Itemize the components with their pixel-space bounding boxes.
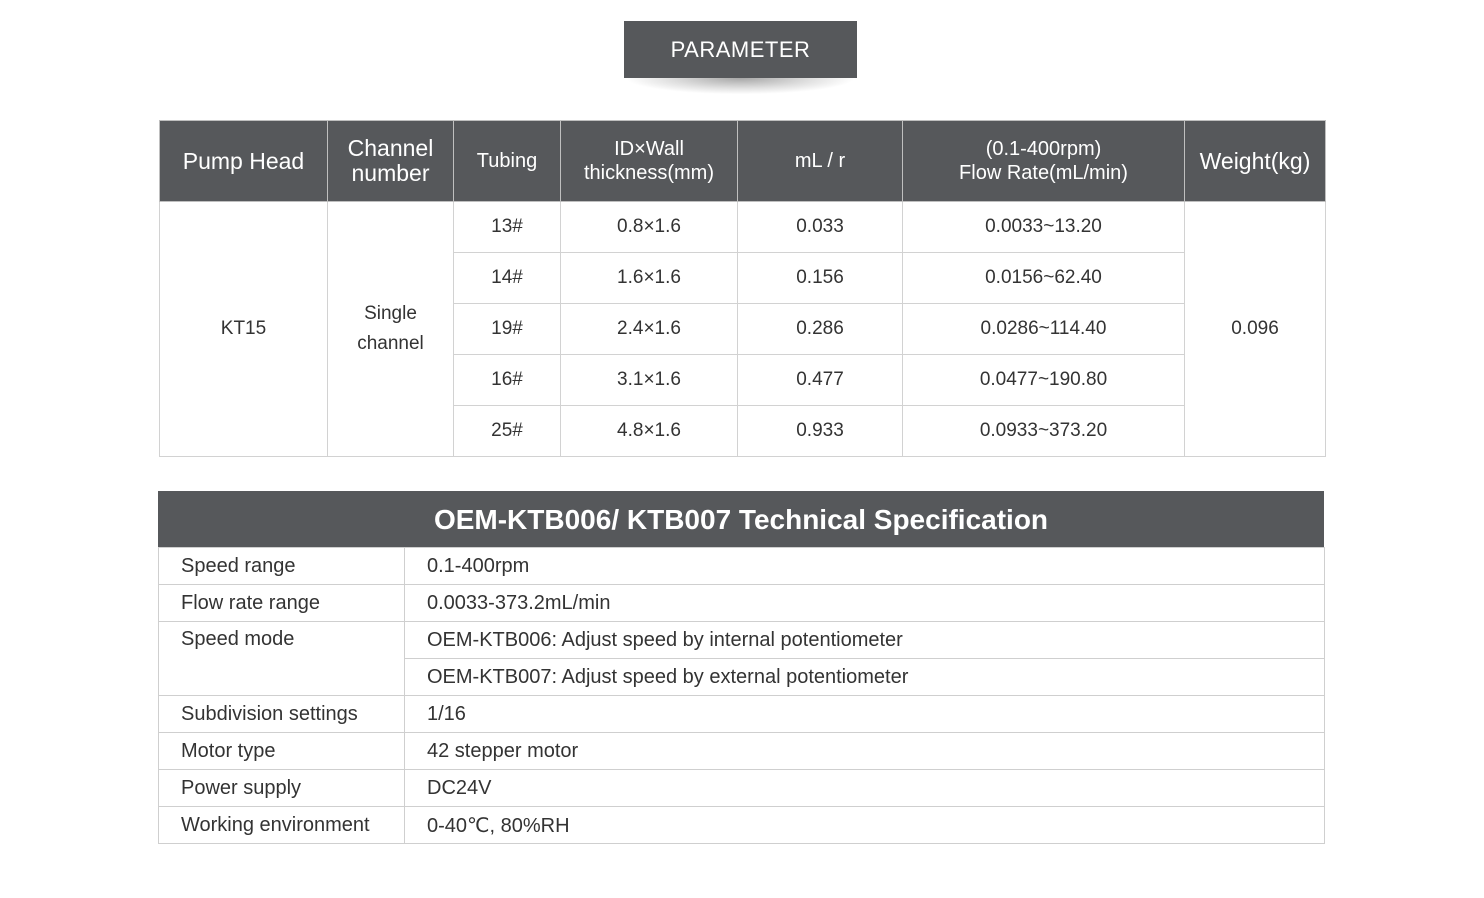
channel-cell: [328, 202, 454, 457]
spec-value: OEM-KTB006: Adjust speed by internal potentiometer: [405, 622, 1325, 659]
pump-head-cell: KT15: [160, 202, 328, 457]
ml-r-cell: 0.033: [738, 202, 903, 253]
header-id-wall: [561, 121, 738, 202]
spec-label: Power supply: [159, 770, 405, 807]
flow-cell: 0.0286~114.40: [903, 304, 1185, 355]
id-wall-cell: 3.1×1.6: [561, 355, 738, 406]
channel-line1: Single: [364, 303, 417, 324]
ml-r-cell: 0.477: [738, 355, 903, 406]
spec-row-subdivision: [159, 696, 1325, 733]
id-wall-cell: 4.8×1.6: [561, 406, 738, 457]
header-channel-number: [328, 121, 454, 202]
ml-r-cell: 0.286: [738, 304, 903, 355]
spec-row-speed-mode: [159, 622, 1325, 659]
tubing-cell: 13#: [454, 202, 561, 253]
spec-row-speed-range: [159, 548, 1325, 585]
header-ml-per-rev: mL / r: [738, 121, 903, 202]
flow-cell: 0.0033~13.20: [903, 202, 1185, 253]
ml-r-cell: 0.933: [738, 406, 903, 457]
spec-label: Speed range: [159, 548, 405, 585]
flow-cell: 0.0933~373.20: [903, 406, 1185, 457]
flow-cell: 0.0477~190.80: [903, 355, 1185, 406]
table-row: [160, 202, 1326, 253]
tubing-cell: 14#: [454, 253, 561, 304]
spec-value: OEM-KTB007: Adjust speed by external potentiometer: [405, 659, 1325, 696]
spec-value: 1/16: [405, 696, 1325, 733]
parameter-table: [159, 120, 1326, 457]
ml-r-cell: 0.156: [738, 253, 903, 304]
spec-row-motor-type: [159, 733, 1325, 770]
header-id-line2: thickness(mm): [583, 162, 714, 184]
parameter-badge: PARAMETER: [624, 21, 857, 78]
spec-label: Subdivision settings: [159, 696, 405, 733]
spec-row-environment: [159, 807, 1325, 844]
spec-table: [158, 547, 1325, 844]
header-flow-line2: Flow Rate(mL/min): [959, 162, 1128, 184]
id-wall-cell: 1.6×1.6: [561, 253, 738, 304]
tubing-cell: 16#: [454, 355, 561, 406]
weight-cell: 0.096: [1185, 202, 1326, 457]
id-wall-cell: 0.8×1.6: [561, 202, 738, 253]
spec-label: Motor type: [159, 733, 405, 770]
header-id-line1: ID×Wall: [614, 138, 684, 160]
tubing-cell: 19#: [454, 304, 561, 355]
spec-label: Speed mode: [159, 622, 405, 696]
spec-label: Flow rate range: [159, 585, 405, 622]
id-wall-cell: 2.4×1.6: [561, 304, 738, 355]
header-tubing: Tubing: [454, 121, 561, 202]
header-channel-line1: Channel: [347, 135, 434, 161]
parameter-header-row: [160, 121, 1326, 202]
spec-value: 0-40℃, 80%RH: [405, 807, 1325, 844]
spec-row-flow-rate: [159, 585, 1325, 622]
spec-value: 0.0033-373.2mL/min: [405, 585, 1325, 622]
spec-label: Working environment: [159, 807, 405, 844]
header-flow-line1: (0.1-400rpm): [985, 138, 1102, 160]
spec-section: [158, 491, 1324, 844]
spec-value: 0.1-400rpm: [405, 548, 1325, 585]
flow-cell: 0.0156~62.40: [903, 253, 1185, 304]
header-weight: Weight(kg): [1185, 121, 1326, 202]
tubing-cell: 25#: [454, 406, 561, 457]
spec-row-power-supply: [159, 770, 1325, 807]
channel-line2: channel: [357, 333, 424, 354]
header-pump-head: Pump Head: [160, 121, 328, 202]
spec-value: 42 stepper motor: [405, 733, 1325, 770]
badge-shadow: [628, 78, 853, 94]
spec-value: DC24V: [405, 770, 1325, 807]
header-flow-rate: [903, 121, 1185, 202]
spec-title: OEM-KTB006/ KTB007 Technical Specification: [158, 491, 1324, 547]
header-channel-line2: number: [351, 160, 430, 186]
